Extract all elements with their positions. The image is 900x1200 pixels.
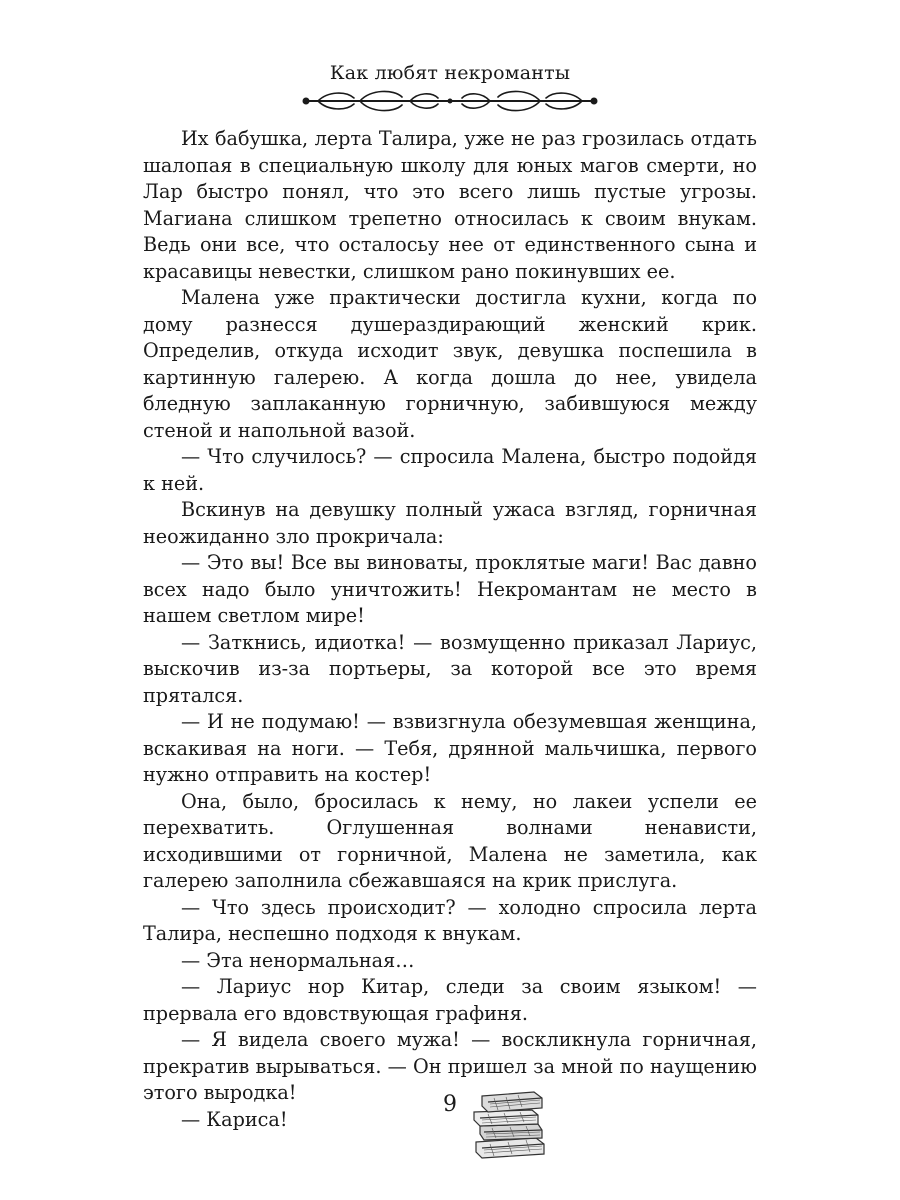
page-number: 9 [443,1092,457,1117]
paragraph: — Кариса! [181,1107,288,1131]
paragraph: — Я видела своего мужа! — воскликнула горничная, прекратив вырываться. — Он пришел за мной по наущению этого выродка! [143,1028,757,1104]
paragraph: — Это вы! Все вы виноваты, проклятые маги! Вас давно всех надо было уничтожить! Некромантам не место в нашем светлом мире! [143,551,757,627]
paragraph: — Эта ненормальная… [181,948,415,972]
paragraph: Малена уже практически достигла кухни, когда по дому разнесся душераздирающий женский крик. Определив, откуда исходит звук, девушка поспешила в картинную галерею. А когда дошла до нее, увидела бледную заплаканную горничную, забившуюся между стеной и напольной вазой. [143,286,757,442]
paragraph: — Что здесь происходит? — холодно спросила лерта Талира, неспешно подходя к внукам. [143,895,757,945]
paragraph: Вскинув на девушку полный ужаса взгляд, горничная неожиданно зло прокричала: [143,498,757,548]
paragraph: — И не подумаю! — взвизгнула обезумевшая женщина, вскакивая на ноги. — Тебя, дрянной мальчишка, первого нужно отправить на костер! [143,710,757,786]
paragraph: Их бабушка, лерта Талира, уже не раз грозилась отдать шалопая в специальную школу для юных магов смерти, но Лар быстро понял, что это всего лишь пустые угрозы. Магиана слишком трепетно относилась к своим внукам. Ведь они все, что осталосьу нее от единственного сына и красавицы невестки, слишком рано покинувших ее. [143,127,757,283]
paragraph: Она, было, бросилась к нему, но лакеи успели ее перехватить. Оглушенная волнами ненависти, исходившими от горничной, Малена не заметила, как галерею заполнила сбежавшаяся на крик прислуга. [143,789,757,892]
chapter-body [143,126,757,1133]
paragraph: — Заткнись, идиотка! — возмущенно приказал Лариус, выскочив из-за портьеры, за которой все это время прятался. [143,630,757,707]
running-title: Как любят некроманты [329,62,571,84]
paragraph: — Что случилось? — спросила Малена, быстро подойдя к ней. [143,445,757,495]
paragraph: — Лариус нор Китар, следи за своим языком! — прервала его вдовствующая графиня. [143,975,757,1025]
decorative-divider-icon [298,86,602,116]
book-stack-icon [470,1082,550,1160]
